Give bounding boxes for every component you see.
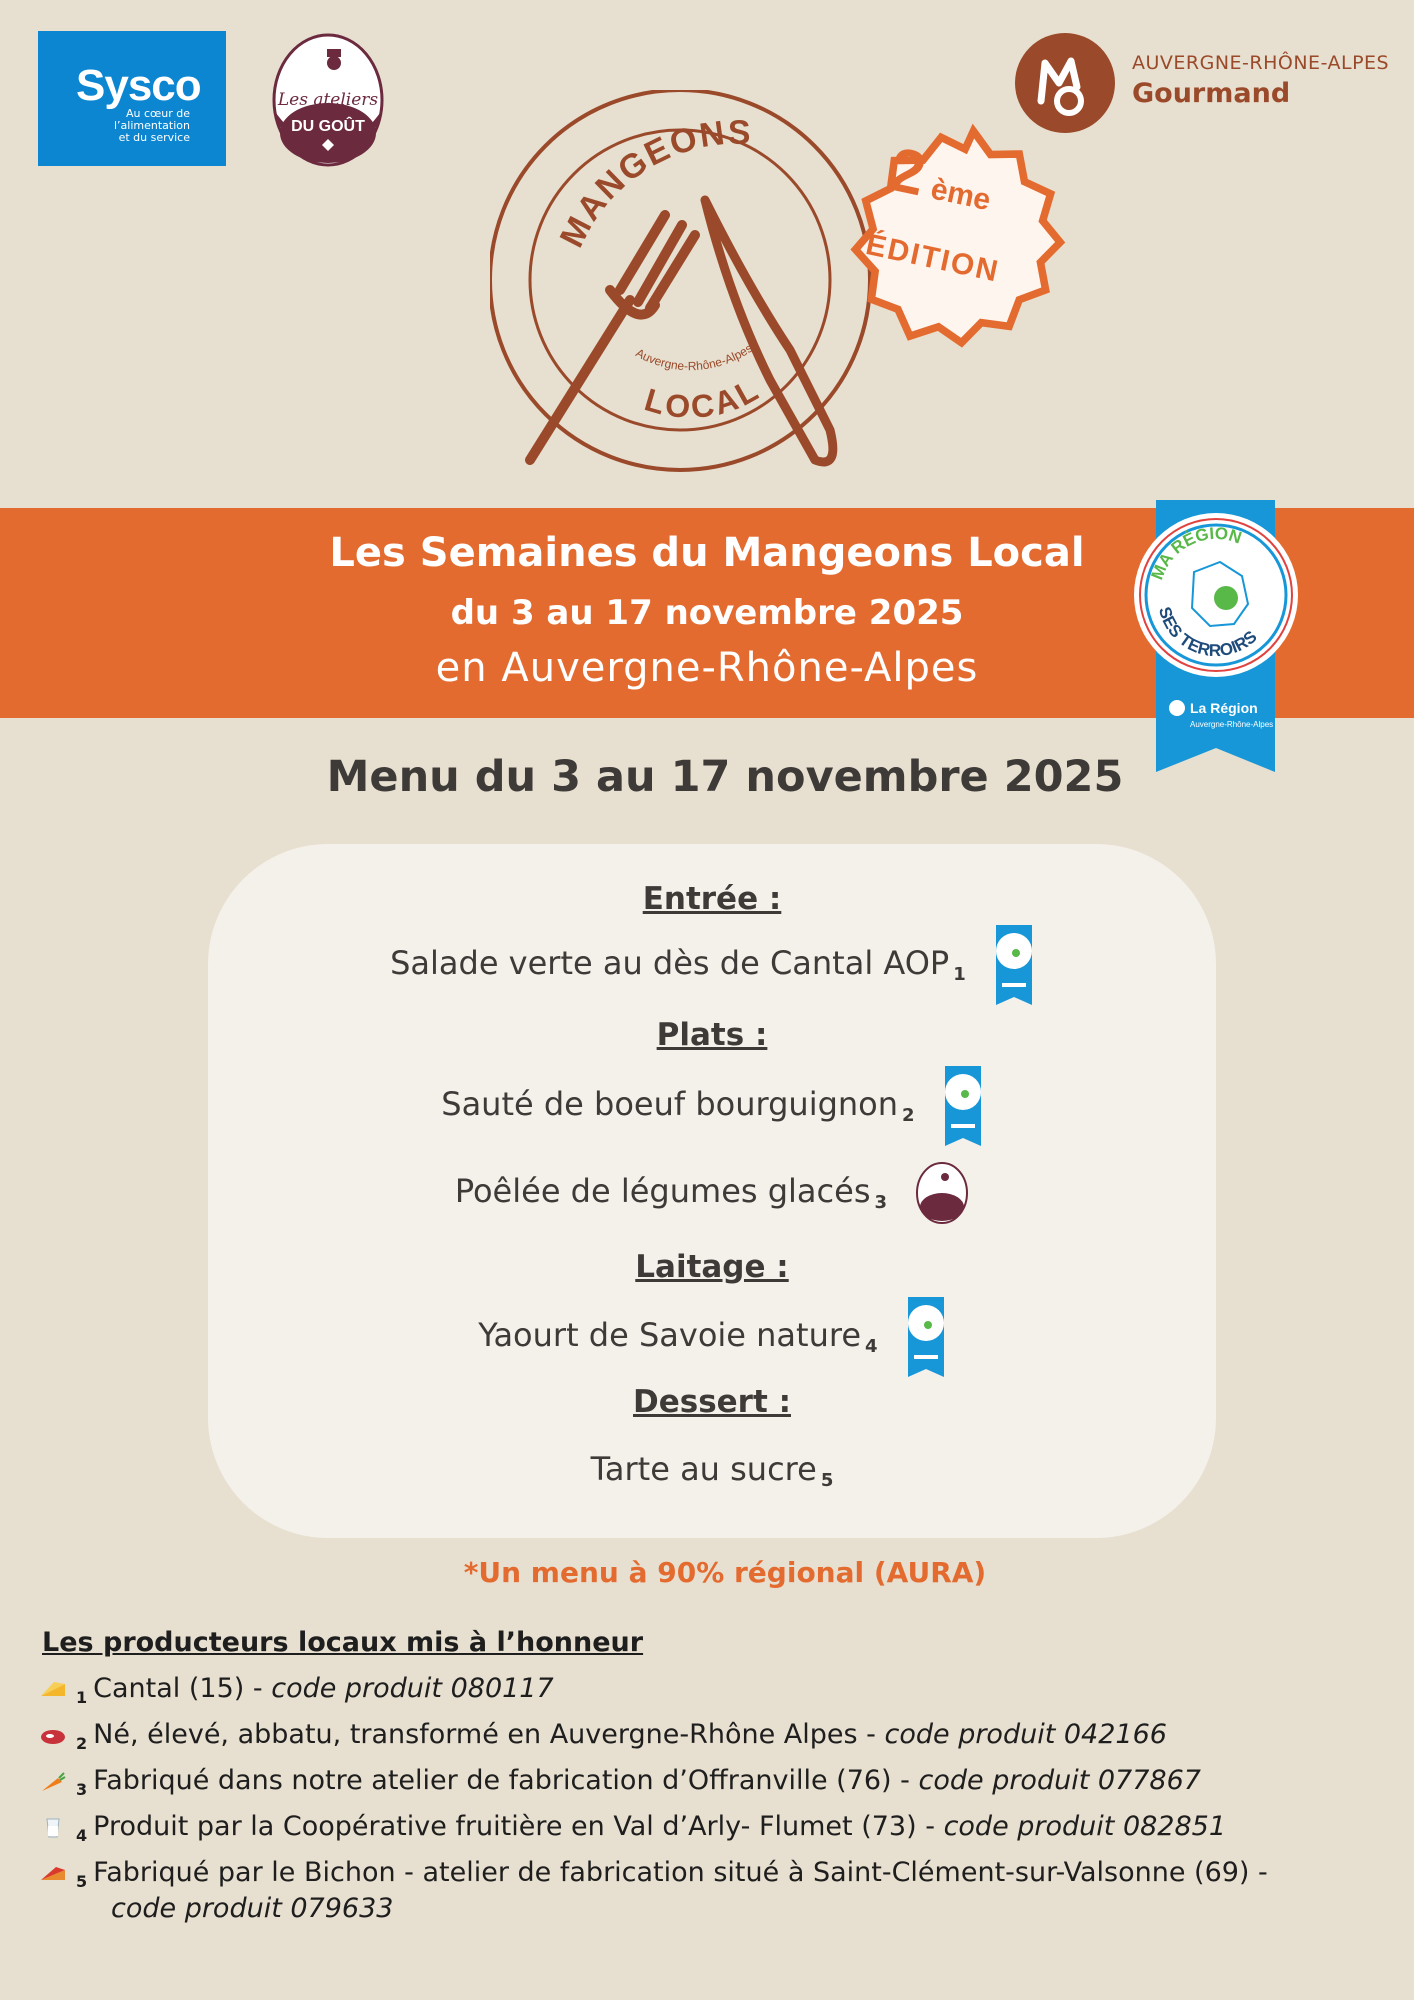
ateliers-du-gout-logo — [272, 33, 384, 168]
milk-icon — [40, 1818, 66, 1838]
category-plats: Plats : — [656, 1017, 768, 1053]
ribbon-bottom-text: SES TERROIRS — [1154, 604, 1261, 661]
dish-laitage-num: 4 — [865, 1336, 878, 1357]
ma-region-ribbon — [1130, 500, 1305, 775]
hero-top-text: MANGEONS — [552, 113, 753, 254]
producer-item: $_4$ Produit par la Coopérative fruitière en Val d’Arly- Flumet (73) - code produit 082851 — [40, 1811, 1226, 1842]
hero-bottom-text: LOCAL — [640, 370, 767, 426]
banner-title: Les Semaines du Mangeons Local — [329, 530, 1085, 576]
dish-plat-2-num: 3 — [874, 1192, 888, 1213]
svg-text:Auvergne-Rhône-Alpes — [633, 341, 755, 373]
dish-entree — [208, 925, 1216, 1005]
dish-laitage — [208, 1297, 1216, 1377]
dish-laitage-label: Yaourt de Savoie nature — [478, 1316, 861, 1354]
svg-text:LOCAL — [641, 370, 767, 425]
ribbon-top-text: MA RÉGION — [1147, 523, 1244, 583]
producer-item-code: code produit 079633 — [111, 1893, 394, 1924]
producer-item: $_2$ Né, élevé, abbatu, transformé en Auvergne-Rhône Alpes - code produit 042166 — [40, 1719, 1167, 1750]
dish-plat-2 — [208, 1161, 1216, 1225]
sysco-brand: Sysco — [76, 61, 201, 110]
dish-entree-num: 1 — [953, 964, 966, 985]
ateliers-line1: Les ateliers — [277, 90, 379, 110]
dish-plat-1-num: 2 — [902, 1105, 915, 1126]
ribbon-footer: La Région — [1190, 700, 1258, 716]
regional-note: *Un menu à 90% régional (AURA) — [463, 1556, 987, 1589]
ma-region-badge-icon — [943, 1066, 983, 1146]
badge-number: 2 — [883, 134, 932, 210]
banner-dates: du 3 au 17 novembre 2025 — [450, 593, 964, 633]
category-laitage: Laitage : — [635, 1249, 789, 1285]
producers-title: Les producteurs locaux mis à l’honneur — [42, 1627, 644, 1658]
category-dessert: Dessert : — [633, 1384, 791, 1420]
mangeons-local-logo — [490, 90, 1070, 490]
producer-item: $_1$ Cantal (15) - code produit 080117 — [40, 1673, 554, 1704]
category-entree: Entrée : — [642, 881, 782, 917]
ma-region-badge-icon — [906, 1297, 946, 1377]
banner-region: en Auvergne-Rhône-Alpes — [435, 645, 979, 691]
hero-inner-text: Auvergne-Rhône-Alpes — [633, 340, 756, 374]
producer-item: $_5$ Fabriqué par le Bichon - atelier de fabrication situé à Saint-Clément-sur-Valsonne (69) - — [40, 1857, 1268, 1888]
edition-badge — [840, 112, 1070, 362]
ribbon-footer-sub: Auvergne-Rhône-Alpes — [1190, 720, 1274, 729]
ma-region-badge-icon — [994, 925, 1034, 1005]
meat-icon — [40, 1726, 66, 1746]
dish-entree-label: Salade verte au dès de Cantal AOP — [390, 944, 950, 982]
pie-icon — [40, 1864, 66, 1884]
ateliers-du-gout-badge-icon — [915, 1161, 969, 1225]
cheese-icon — [40, 1680, 66, 1700]
dish-plat-1-label: Sauté de boeuf bourguignon — [441, 1085, 899, 1123]
menu-title: Menu du 3 au 17 novembre 2025 — [326, 752, 1124, 802]
dish-dessert — [208, 1450, 1216, 1491]
badge-edition: ÉDITION — [862, 228, 1003, 289]
carrot-icon — [40, 1772, 66, 1792]
producer-item: $_3$ Fabriqué dans notre atelier de fabrication d’Offranville (76) - code produit 077867 — [40, 1765, 1201, 1796]
dish-plat-1 — [208, 1066, 1216, 1146]
dish-dessert-num: 5 — [820, 1470, 834, 1491]
dish-plat-2-label: Poêlée de légumes glacés — [454, 1172, 871, 1210]
sysco-tagline: Au cœur de l’alimentation et du service — [114, 107, 190, 144]
aura-gourmand-label: Gourmand — [1132, 78, 1291, 109]
sysco-logo — [38, 31, 226, 166]
badge-superscript: ème — [927, 172, 994, 218]
ateliers-line2: DU GOÛT — [291, 118, 365, 135]
dish-dessert-label: Tarte au sucre — [590, 1450, 817, 1488]
aura-region-label: AUVERGNE-RHÔNE-ALPES — [1132, 52, 1390, 74]
